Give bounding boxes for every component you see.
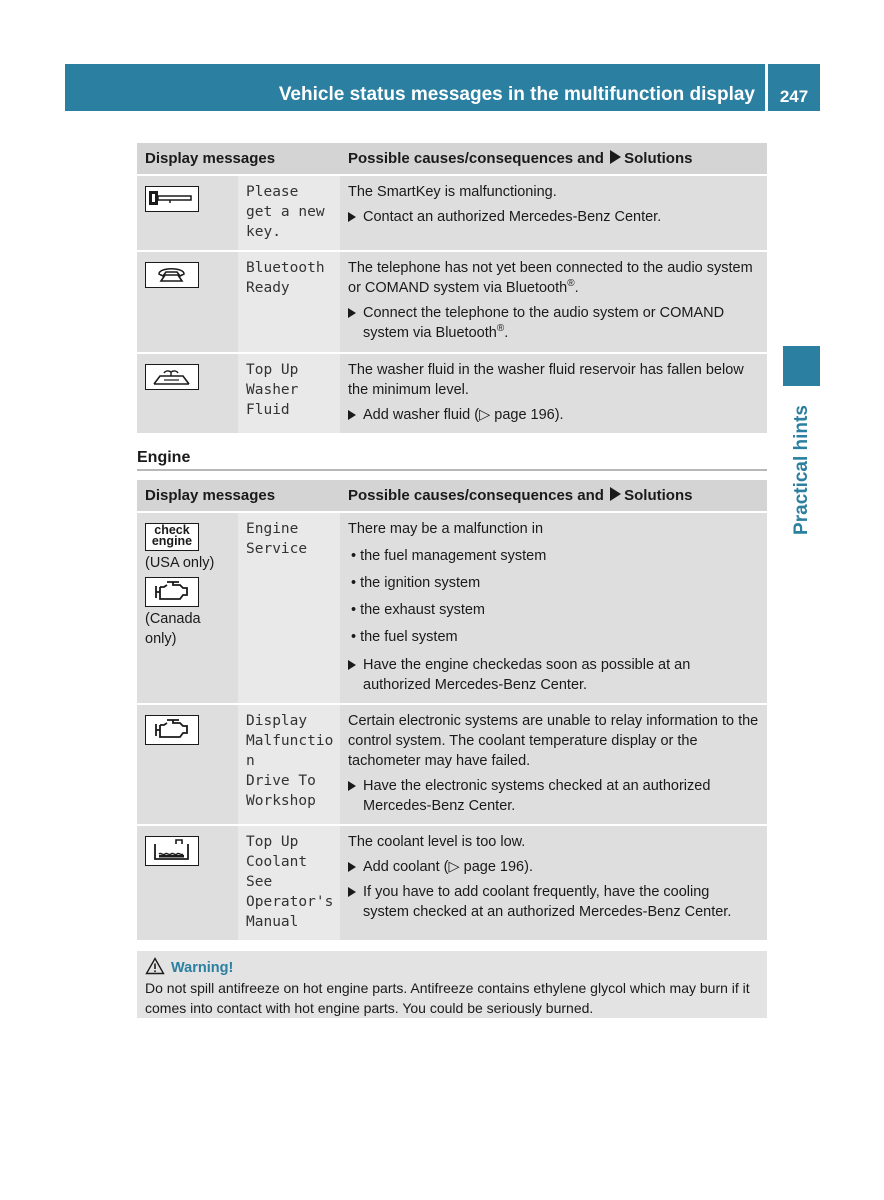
display-message: Bluetooth Ready [238, 251, 340, 353]
arrow-icon [348, 887, 356, 897]
cause-text: Certain electronic systems are unable to relay information to the control system. The coolant temperature display or the tachometer may have failed. [348, 713, 759, 769]
cause-cell [340, 704, 767, 825]
telephone-icon [145, 262, 199, 288]
page-title: Vehicle status messages in the multifunction display [278, 84, 755, 105]
column-header-causes: Possible causes/consequences and Solutions [340, 143, 767, 175]
bullet-dot: • [351, 602, 357, 618]
table-row [137, 704, 767, 825]
list-item: • the fuel management system [351, 548, 547, 564]
page-number-box [768, 64, 820, 111]
table-row [137, 512, 767, 704]
list-item: • the ignition system [351, 575, 481, 591]
messages-table-general [137, 143, 767, 433]
solution-item: Add coolant (▷ page 196). [348, 857, 759, 877]
section-title-engine: Engine [137, 449, 191, 466]
display-message: Top Up Washer Fluid [238, 353, 340, 433]
column-header-causes: Possible causes/consequences and Solutions [340, 480, 767, 512]
display-message: Top Up Coolant See Operator's Manual [238, 825, 340, 940]
bullet-dot: • [351, 548, 357, 564]
coolant-icon [145, 836, 199, 866]
bullet-dot: • [351, 575, 357, 591]
section-divider [137, 469, 767, 471]
table-row [137, 251, 767, 353]
display-message: Display Malfunctio n Drive To Workshop [238, 704, 340, 825]
arrow-icon [348, 862, 356, 872]
cause-text: The telephone has not yet been connected to the audio system or COMAND system via Bluetooth®. [348, 260, 753, 296]
cause-cell [340, 825, 767, 940]
check-engine-icon: check engine [145, 523, 199, 551]
arrow-icon [348, 781, 356, 791]
cause-text: There may be a malfunction in [348, 521, 544, 537]
display-message: Engine Service [238, 512, 340, 704]
column-header-display: Display messages [137, 480, 340, 512]
table-header-row [137, 480, 767, 512]
icon-cell [137, 704, 238, 825]
cause-cell [340, 512, 767, 704]
arrow-icon [348, 212, 356, 222]
arrow-icon [610, 150, 621, 164]
cause-text: The washer fluid in the washer fluid reservoir has fallen below the minimum level. [348, 362, 744, 398]
usa-note: (USA only) [145, 555, 215, 571]
solution-item: Have the electronic systems checked at an authorized Mercedes-Benz Center. [348, 776, 759, 816]
solution-item: Contact an authorized Mercedes-Benz Center. [348, 207, 759, 227]
icon-cell [137, 353, 238, 433]
arrow-icon [348, 660, 356, 670]
arrow-icon [348, 308, 356, 318]
warning-text: Do not spill antifreeze on hot engine parts. Antifreeze contains ethylene glycol which may burn if it comes into contact with hot engine parts. You could be seriously burned. [145, 980, 750, 1016]
bullet-dot: • [351, 629, 357, 645]
canada-note: (Canada only) [145, 611, 201, 647]
engine-icon [145, 577, 199, 607]
display-message: Please get a new key. [238, 175, 340, 251]
page-number: 247 [779, 87, 809, 106]
icon-cell [137, 251, 238, 353]
table-row [137, 175, 767, 251]
warning-box [137, 951, 767, 1018]
table-header-row [137, 143, 767, 175]
header-bar [65, 64, 765, 111]
warning-triangle-icon [145, 957, 165, 975]
list-item: • the fuel system [351, 629, 458, 645]
arrow-icon [348, 410, 356, 420]
icon-cell [137, 825, 238, 940]
cause-cell [340, 175, 767, 251]
messages-table-engine [137, 480, 767, 940]
cause-cell [340, 251, 767, 353]
column-header-display: Display messages [137, 143, 340, 175]
key-icon [145, 186, 199, 212]
washer-fluid-icon [145, 364, 199, 390]
side-tab [783, 346, 820, 386]
cause-text: The SmartKey is malfunctioning. [348, 184, 557, 200]
cause-text: The coolant level is too low. [348, 834, 526, 850]
cause-cell [340, 353, 767, 433]
arrow-icon [610, 487, 621, 501]
table-row [137, 353, 767, 433]
icon-cell [137, 175, 238, 251]
solution-item: Have the engine checkedas soon as possible at an authorized Mercedes-Benz Center. [348, 655, 759, 695]
solution-item: Connect the telephone to the audio system or COMAND system via Bluetooth®. [348, 303, 759, 343]
table-row [137, 825, 767, 940]
engine-icon [145, 715, 199, 745]
solution-item: Add washer fluid (▷ page 196). [348, 405, 759, 425]
list-item: • the exhaust system [351, 602, 486, 618]
warning-title: Warning! [145, 957, 759, 978]
icon-cell [137, 512, 238, 704]
solution-item: If you have to add coolant frequently, have the cooling system checked at an authorized Mercedes-Benz Center. [348, 882, 759, 922]
side-label: Practical hints [791, 405, 812, 535]
